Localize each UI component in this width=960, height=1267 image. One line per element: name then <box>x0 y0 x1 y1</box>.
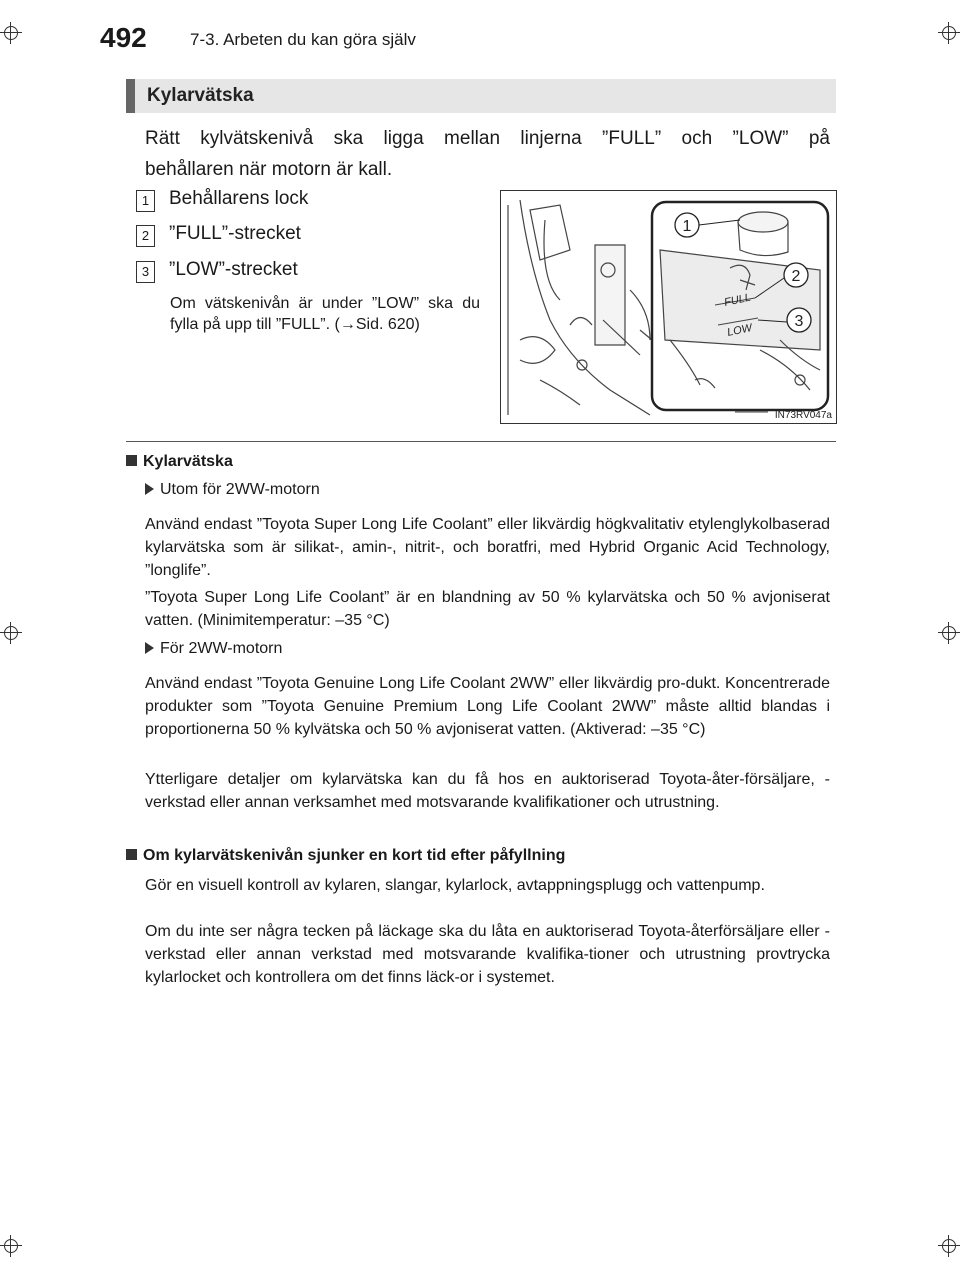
coolant-paragraph-1: Använd endast ”Toyota Super Long Life Coolant” eller likvärdig högkvalitativ etylenglykolbaserad kylarvätska som är silikat-, amin-, nitrit-, och boratfri, med Hybrid Organic Acid Technology, ”longlife”. <box>145 516 830 579</box>
triangle-bullet-icon <box>145 642 154 654</box>
section-divider <box>126 441 836 442</box>
square-bullet-icon <box>126 849 137 860</box>
coolant-paragraph-3: Använd endast ”Toyota Genuine Long Life Coolant 2WW” eller likvärdig pro-dukt. Koncentrerade produkter som ”Toyota Genuine Premium Long Life Coolant 2WW” måste alltid blandas i proportionerna 50 % kylvätska och 50 % avjoniserat vatten. (Aktiverad: –35 °C) <box>145 675 830 738</box>
refill-note: Om vätskenivån är under ”LOW” ska du fylla på upp till ”FULL”. (→Sid. 620) <box>170 295 480 333</box>
intro-line-1: Rätt kylvätskenivå ska ligga mellan linjerna ”FULL” och ”LOW” på <box>145 128 830 149</box>
callout-number: 2 <box>136 225 155 247</box>
figure-code: IN73RV047a <box>774 410 832 421</box>
coolant-paragraph-2: ”Toyota Super Long Life Coolant” är en blandning av 50 % kylarvätska och 50 % avjoniserat vatten. (Minimitemperatur: –35 °C) <box>145 589 830 629</box>
triangle-bullet-icon <box>145 483 154 495</box>
square-bullet-icon <box>126 455 137 466</box>
callout-label: ”LOW”-strecket <box>169 259 298 280</box>
coolant-reservoir-figure <box>500 190 837 424</box>
callout-label: ”FULL”-strecket <box>169 223 301 244</box>
section-title-bar <box>126 79 836 113</box>
coolant-paragraph-4: Ytterligare detaljer om kylarvätska kan du få hos en auktoriserad Toyota-åter-försäljare, -verkstad eller annan verksamhet med motsvarande kvalifikationer och utrustning. <box>145 771 830 811</box>
engine-item-2ww: För 2WW-motorn <box>145 640 282 658</box>
level-drop-paragraph-2: Om du inte ser några tecken på läckage ska du låta en auktoriserad Toyota-återförsäljare eller -verkstad eller annan verkstad med motsvarande kvalifika-tioner och utrustning provtrycka kylarlocket och kontrollera om det finns läck-or i systemet. <box>145 923 830 986</box>
figure-marker-1: 1 <box>682 218 692 235</box>
level-drop-paragraph-1: Gör en visuell kontroll av kylaren, slangar, kylarlock, avtappningsplugg och vattenpump. <box>145 877 765 894</box>
callout-number: 1 <box>136 190 155 212</box>
crop-mark-top-right <box>938 22 960 44</box>
full-label: FULL <box>723 291 752 309</box>
level-drop-heading: Om kylarvätskenivån sjunker en kort tid efter påfyllning <box>126 847 565 865</box>
crop-mark-mid-right <box>938 622 960 644</box>
crop-mark-top-left <box>0 22 22 44</box>
crop-mark-bottom-right <box>938 1235 960 1257</box>
callout-label: Behållarens lock <box>169 188 309 209</box>
chapter-title: 7-3. Arbeten du kan göra själv <box>190 30 416 49</box>
callout-number: 3 <box>136 261 155 283</box>
figure-marker-3: 3 <box>794 313 804 330</box>
reservoir-illustration <box>500 190 837 424</box>
figure-marker-2: 2 <box>791 268 801 285</box>
low-label: LOW <box>726 321 754 339</box>
crop-mark-bottom-left <box>0 1235 22 1257</box>
crop-mark-mid-left <box>0 622 22 644</box>
engine-item-non-2ww: Utom för 2WW-motorn <box>145 481 320 499</box>
intro-line-2: behållaren när motorn är kall. <box>145 159 393 180</box>
page-number: 492 <box>100 22 147 53</box>
section-title: Kylarvätska <box>147 85 254 106</box>
coolant-heading: Kylarvätska <box>126 453 233 471</box>
